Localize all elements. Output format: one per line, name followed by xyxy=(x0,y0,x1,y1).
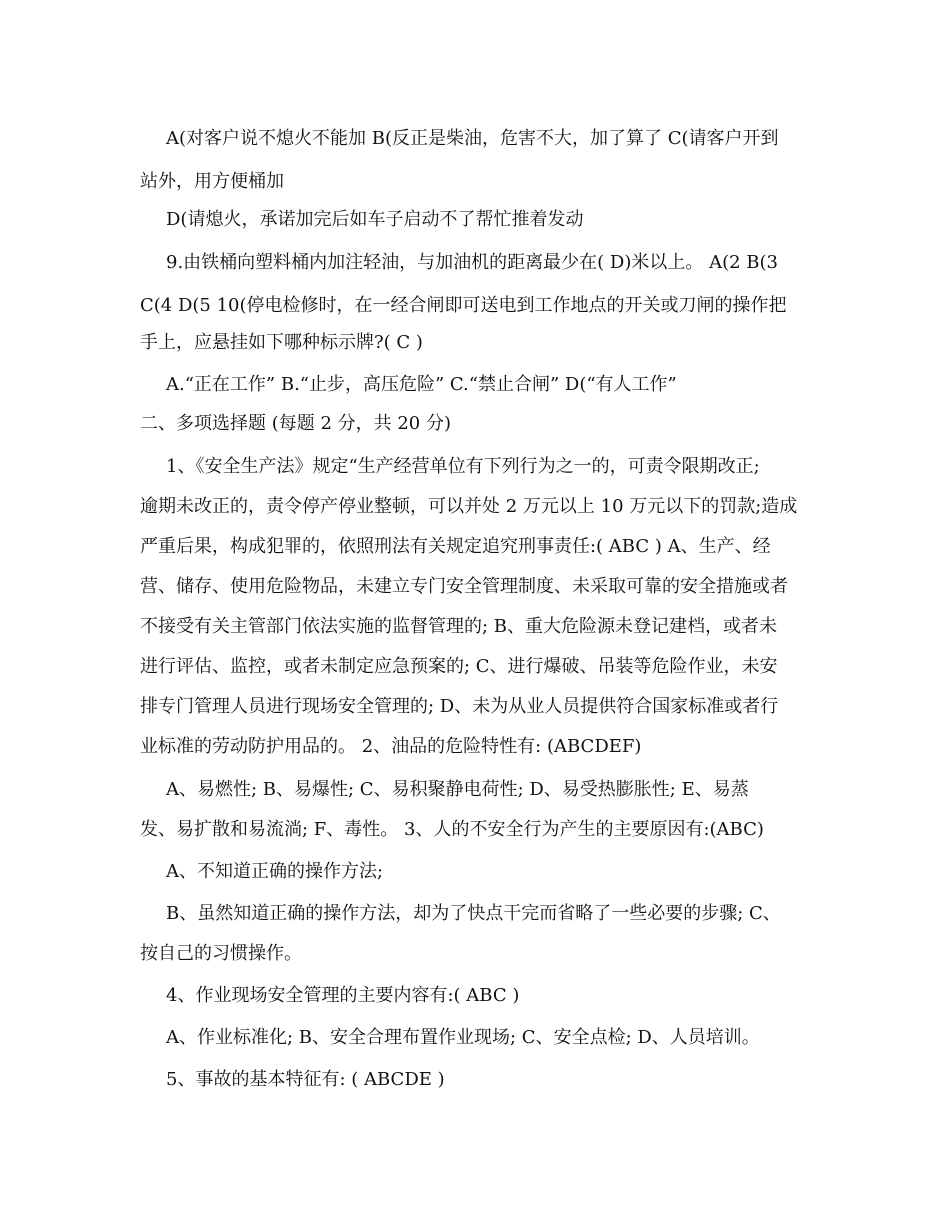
text-line: A(对客户说不熄火不能加 B(反正是柴油，危害不大，加了算了 C(请客户开到 xyxy=(166,128,779,149)
text-line: C(4 D(5 10(停电检修时，在一经合闸即可送电到工作地点的开关或刀闸的操作把 xyxy=(140,295,787,316)
text-line: 手上，应悬挂如下哪种标示牌?( C ) xyxy=(140,332,423,353)
text-line: A.“正在工作” B.“止步，高压危险” C.“禁止合闸” D(“有人工作” xyxy=(166,374,677,395)
text-line: 4、作业现场安全管理的主要内容有:( ABC ) xyxy=(166,985,520,1006)
text-line: A、易燃性; B、易爆性; C、易积聚静电荷性; D、易受热膨胀性; E、易蒸 xyxy=(166,779,749,800)
text-line: 9.由铁桶向塑料桶内加注轻油，与加油机的距离最少在( D)米以上。 A(2 B(3 xyxy=(166,252,778,273)
text-line: 逾期未改正的，责令停产停业整顿，可以并处 2 万元以上 10 万元以下的罚款;造成 xyxy=(140,496,798,517)
text-line: 排专门管理人员进行现场安全管理的; D、未为从业人员提供符合国家标准或者行 xyxy=(140,696,779,717)
text-line: 1、《安全生产法》规定“生产经营单位有下列行为之一的，可责令限期改正; xyxy=(166,456,760,477)
text-line: D(请熄火，承诺加完后如车子启动不了帮忙推着发动 xyxy=(166,209,584,230)
text-line: 进行评估、监控，或者未制定应急预案的; C、进行爆破、吊装等危险作业，未安 xyxy=(140,656,778,677)
text-line: 严重后果，构成犯罪的，依照刑法有关规定追究刑事责任:( ABC ) A、生产、经 xyxy=(140,536,771,557)
text-line: 按自己的习惯操作。 xyxy=(140,943,302,964)
text-line: 发、易扩散和易流淌; F、毒性。 3、人的不安全行为产生的主要原因有:(ABC) xyxy=(140,819,764,840)
text-line: 业标准的劳动防护用品的。 2、油品的危险特性有: (ABCDEF) xyxy=(140,736,642,757)
text-line: A、不知道正确的操作方法; xyxy=(166,861,384,882)
text-line: 不接受有关主管部门依法实施的监督管理的; B、重大危险源未登记建档，或者未 xyxy=(140,616,778,637)
text-line: B、虽然知道正确的操作方法，却为了快点干完而省略了一些必要的步骤; C、 xyxy=(166,903,781,924)
section-heading: 二、多项选择题 (每题 2 分，共 20 分) xyxy=(140,413,452,434)
text-line: 营、储存、使用危险物品，未建立专门安全管理制度、未采取可靠的安全措施或者 xyxy=(140,576,788,597)
text-line: A、作业标准化; B、安全合理布置作业现场; C、安全点检; D、人员培训。 xyxy=(166,1027,760,1048)
text-line: 站外，用方便桶加 xyxy=(140,171,284,192)
text-line: 5、事故的基本特征有: ( ABCDE ) xyxy=(166,1069,445,1090)
